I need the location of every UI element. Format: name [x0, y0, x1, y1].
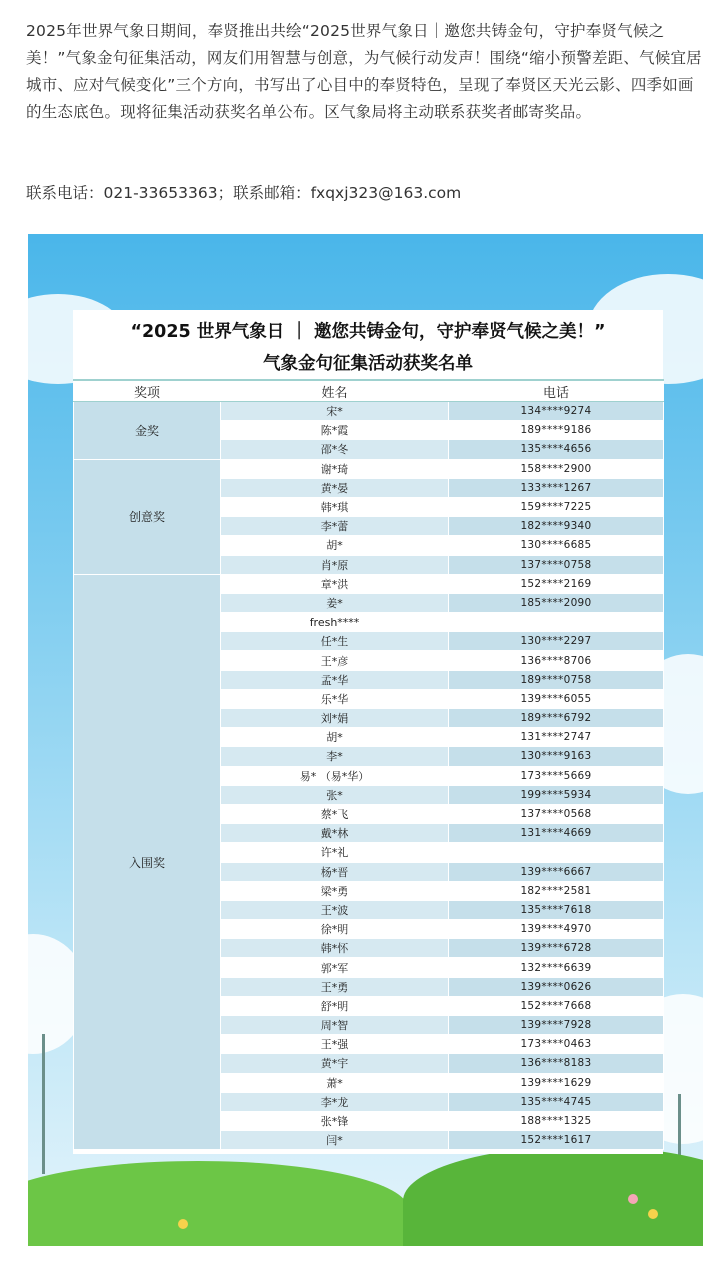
winner-phone: 130****9163 — [449, 747, 664, 766]
winner-phone: 136****8706 — [449, 651, 664, 670]
winner-name: 黄*宇 — [221, 1054, 449, 1073]
winner-name: 李* — [221, 747, 449, 766]
winner-name: 韩*琪 — [221, 497, 449, 516]
winner-phone: 189****0758 — [449, 670, 664, 689]
winner-phone: 139****6667 — [449, 862, 664, 881]
winner-phone: 173****5669 — [449, 766, 664, 785]
winner-name: 徐*明 — [221, 920, 449, 939]
winner-name: 韩*怀 — [221, 939, 449, 958]
award-table-body — [74, 402, 664, 1150]
winner-phone: 139****6728 — [449, 939, 664, 958]
winner-name: 刘*娟 — [221, 709, 449, 728]
winner-phone: 135****4656 — [449, 440, 664, 459]
contact-info: 联系电话：021-33653363；联系邮箱：fxqxj323@163.com — [26, 184, 462, 202]
winner-name: 孟*华 — [221, 670, 449, 689]
table-row — [74, 402, 664, 421]
winner-name: 胡* — [221, 728, 449, 747]
table-row — [74, 459, 664, 478]
flower-decoration — [628, 1194, 638, 1204]
winner-name: 李*龙 — [221, 1092, 449, 1111]
winner-name: 黄*晏 — [221, 478, 449, 497]
winner-phone: 139****4970 — [449, 920, 664, 939]
winner-phone: 137****0568 — [449, 804, 664, 823]
header-phone: 电话 — [449, 380, 664, 402]
winner-name: 胡* — [221, 536, 449, 555]
winner-phone: 136****8183 — [449, 1054, 664, 1073]
table-header-row — [74, 380, 664, 402]
winner-name: 闫* — [221, 1131, 449, 1150]
winner-phone: 137****0758 — [449, 555, 664, 574]
winner-phone — [449, 613, 664, 632]
winner-name: 郭*军 — [221, 958, 449, 977]
winner-phone: 152****1617 — [449, 1131, 664, 1150]
winner-phone: 173****0463 — [449, 1035, 664, 1054]
header-award: 奖项 — [74, 380, 221, 402]
award-category: 金奖 — [74, 402, 221, 460]
flower-decoration — [648, 1209, 658, 1219]
winner-phone: 139****0626 — [449, 977, 664, 996]
winner-name: 宋* — [221, 402, 449, 421]
winner-name: 许*礼 — [221, 843, 449, 862]
grass-decoration — [403, 1146, 703, 1246]
winner-name: 邵*冬 — [221, 440, 449, 459]
winner-phone: 133****1267 — [449, 478, 664, 497]
header-name: 姓名 — [221, 380, 449, 402]
winner-name: 王*彦 — [221, 651, 449, 670]
winner-name: 舒*明 — [221, 996, 449, 1015]
poster-title: “2025 世界气象日 ｜ 邀您共铸金句，守护奉贤气候之美！” — [130, 322, 606, 342]
winner-name: 张* — [221, 785, 449, 804]
winner-phone: 130****6685 — [449, 536, 664, 555]
table-row — [74, 574, 664, 593]
winner-name: 陈*霞 — [221, 421, 449, 440]
winner-name: 张*锋 — [221, 1111, 449, 1130]
winner-phone: 135****4745 — [449, 1092, 664, 1111]
winner-name: 谢*琦 — [221, 459, 449, 478]
winner-name: 章*洪 — [221, 574, 449, 593]
winner-phone: 152****7668 — [449, 996, 664, 1015]
pole-decoration — [42, 1034, 45, 1174]
winner-phone: 139****1629 — [449, 1073, 664, 1092]
winner-phone: 131****2747 — [449, 728, 664, 747]
grass-decoration — [28, 1161, 408, 1246]
winner-phone — [449, 843, 664, 862]
award-category: 创意奖 — [74, 459, 221, 574]
winner-name: 杨*晋 — [221, 862, 449, 881]
poster-subtitle: 气象金句征集活动获奖名单 — [263, 354, 473, 374]
winner-name: 蔡*飞 — [221, 804, 449, 823]
winner-name: 戴*林 — [221, 824, 449, 843]
winner-name: 王*波 — [221, 900, 449, 919]
winner-phone: 199****5934 — [449, 785, 664, 804]
winner-phone: 139****7928 — [449, 1016, 664, 1035]
winner-name: 乐*华 — [221, 689, 449, 708]
winner-name: 王*勇 — [221, 977, 449, 996]
award-list-panel — [73, 310, 663, 1154]
winner-name: 任*生 — [221, 632, 449, 651]
winner-name: 肖*原 — [221, 555, 449, 574]
winner-phone: 158****2900 — [449, 459, 664, 478]
winner-phone: 189****9186 — [449, 421, 664, 440]
award-category: 入围奖 — [74, 574, 221, 1150]
award-poster-image — [28, 234, 703, 1246]
winner-name: 易* （易*华） — [221, 766, 449, 785]
winner-phone: 131****4669 — [449, 824, 664, 843]
winner-phone: 159****7225 — [449, 497, 664, 516]
winner-phone: 182****9340 — [449, 517, 664, 536]
winner-phone: 130****2297 — [449, 632, 664, 651]
winner-phone: 139****6055 — [449, 689, 664, 708]
winner-name: fresh**** — [221, 613, 449, 632]
winner-phone: 189****6792 — [449, 709, 664, 728]
winner-name: 王*强 — [221, 1035, 449, 1054]
winner-name: 梁*勇 — [221, 881, 449, 900]
winner-phone: 135****7618 — [449, 900, 664, 919]
flower-decoration — [178, 1219, 188, 1229]
winner-phone: 185****2090 — [449, 593, 664, 612]
winner-name: 萧* — [221, 1073, 449, 1092]
winner-name: 周*智 — [221, 1016, 449, 1035]
article-text — [26, 18, 706, 126]
article-paragraph: 2025年世界气象日期间，奉贤推出共绘“2025世界气象日｜邀您共铸金句，守护奉贤气候之美！”气象金句征集活动，网友们用智慧与创意，为气候行动发声！围绕“缩小预警差距、气候宜居城市、应对气候变化”三个方向，书写出了心目中的奉贤特色，呈现了奉贤区天光云影、四季如画的生态底色。现将征集活动获奖名单公布。区气象局将主动联系获奖者邮寄奖品。 — [26, 22, 702, 121]
winner-name: 李*蕾 — [221, 517, 449, 536]
winner-phone: 188****1325 — [449, 1111, 664, 1130]
winner-name: 姜* — [221, 593, 449, 612]
winner-phone: 152****2169 — [449, 574, 664, 593]
winner-phone: 134****9274 — [449, 402, 664, 421]
winner-phone: 182****2581 — [449, 881, 664, 900]
winner-phone: 132****6639 — [449, 958, 664, 977]
award-table — [73, 379, 664, 1150]
